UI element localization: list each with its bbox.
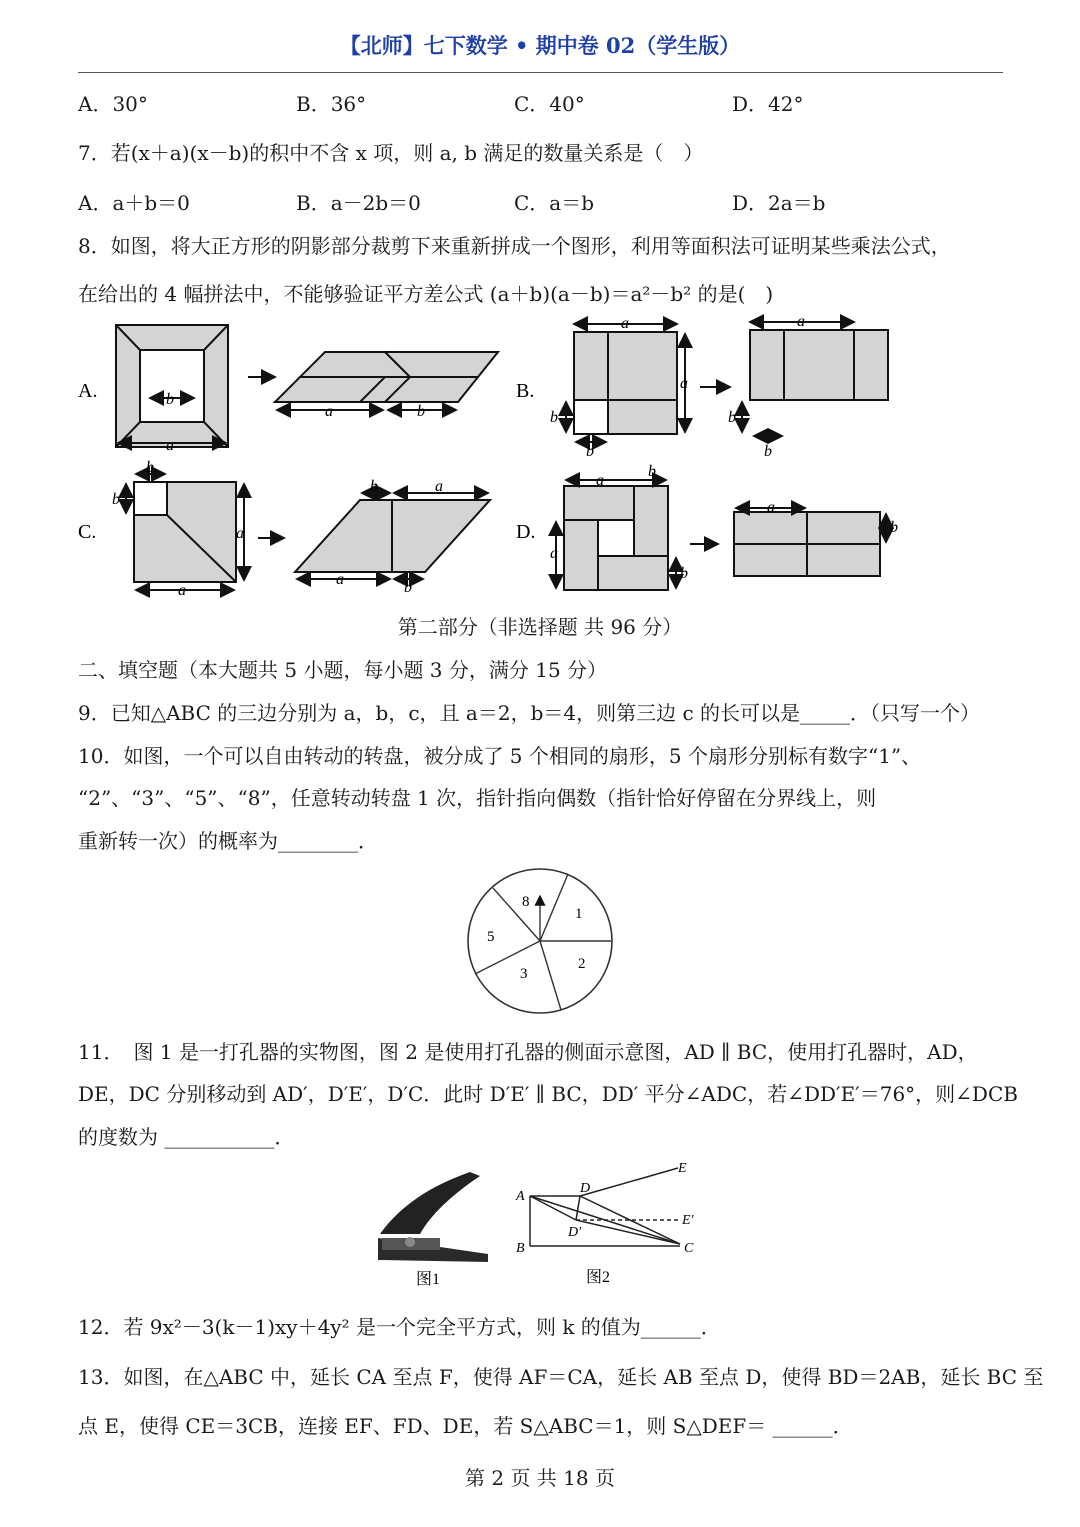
- q11-figure1-hole-punch: [370, 1166, 500, 1290]
- q6-option-a: A．30°: [78, 92, 148, 116]
- page-footer: 第 2 页 共 18 页: [465, 1466, 615, 1490]
- fig2-point-e: E: [678, 1161, 687, 1176]
- q8-c2-dim-a: a: [435, 478, 443, 495]
- q8-c2-dim-a2: a: [336, 571, 344, 588]
- q7-option-d: D．2a＝b: [732, 191, 826, 215]
- q8-line2: 在给出的 4 幅拼法中，不能够验证平方差公式 (a＋b)(a－b)＝a²－b² 的是( ): [78, 282, 774, 306]
- q8-b-dim-a: a: [621, 315, 629, 332]
- q6-option-b: B．36°: [296, 92, 367, 116]
- fig2-point-a: A: [516, 1189, 525, 1204]
- q8-figure-a: [116, 325, 498, 447]
- q8-label-d: D.: [516, 521, 536, 543]
- q8-line1: 8．如图，将大正方形的阴影部分裁剪下来重新拼成一个图形，利用等面积法可证明某些乘法公式，: [78, 234, 951, 258]
- q8-b2-dim-b: b: [728, 409, 736, 426]
- q8-c-dim-a2: a: [178, 582, 186, 599]
- q11-figure2-diagram: [508, 1158, 708, 1290]
- q8-a2-dim-b: b: [417, 403, 425, 420]
- sector-label-3: 3: [520, 966, 528, 982]
- fig2-point-c: C: [684, 1241, 694, 1256]
- q13-line2: 点 E，使得 CE＝3CB，连接 EF、FD、DE，若 S△ABC＝1，则 S△DEF＝ ______．: [78, 1414, 853, 1438]
- q8-c-dim-a: a: [236, 525, 244, 542]
- page-header-title: 【北师】七下数学 • 期中卷 02（学生版）: [339, 33, 741, 58]
- q8-a-dim-a: a: [166, 437, 174, 454]
- fig2-point-b: B: [516, 1241, 525, 1256]
- q8-c2-dim-b: b: [370, 478, 378, 495]
- fig1-caption: 图1: [416, 1271, 441, 1288]
- q11-line3: 的度数为 ___________．: [78, 1125, 295, 1149]
- q11-line1: 11． 图 1 是一打孔器的实物图，图 2 是使用打孔器的侧面示意图，AD ∥ BC，使用打孔器时，AD，: [78, 1040, 978, 1064]
- fig2-point-d: D: [580, 1181, 591, 1196]
- sector-label-5: 5: [487, 929, 495, 945]
- q7-option-b: B．a－2b＝0: [296, 191, 421, 215]
- q8-b-dim-b2: b: [586, 443, 594, 460]
- q10-line3: 重新转一次）的概率为________．: [78, 829, 378, 853]
- q8-b2-dim-a: a: [797, 313, 805, 330]
- q8-figure-b: [566, 322, 888, 442]
- sector-label-1: 1: [575, 906, 583, 922]
- q8-c-dim-b2: b: [112, 491, 120, 508]
- q6-option-c: C．40°: [514, 92, 585, 116]
- q8-d-dim-b: b: [648, 463, 656, 480]
- q8-a2-dim-a: a: [325, 403, 333, 420]
- q8-d-dim-b2: b: [680, 565, 688, 582]
- q8-d-dim-a2: a: [550, 545, 558, 562]
- q8-label-a: A.: [78, 380, 98, 402]
- q7-stem: 7．若(x＋a)(x－b)的积中不含 x 项，则 a, b 满足的数量关系是（ ）: [78, 141, 704, 165]
- section2-heading: 二、填空题（本大题共 5 小题，每小题 3 分，满分 15 分）: [78, 658, 608, 682]
- part2-title: 第二部分（非选择题 共 96 分）: [397, 615, 683, 639]
- q8-c-dim-b: b: [146, 459, 154, 476]
- q7-option-a: A．a＋b＝0: [78, 191, 190, 215]
- q8-label-b: B.: [516, 380, 535, 402]
- q8-c2-dim-b2: b: [404, 579, 412, 596]
- q10-line2: “2”、“3”、“5”、“8”，任意转动转盘 1 次，指针指向偶数（指针恰好停留在分界线上，则: [78, 786, 877, 810]
- q8-b-dim-a2: a: [680, 375, 688, 392]
- q7-option-c: C．a＝b: [514, 191, 595, 215]
- fig2-point-d-prime: D′: [568, 1225, 582, 1240]
- q13-line1: 13．如图，在△ABC 中，延长 CA 至点 F，使得 AF＝CA，延长 AB 至点 D，使得 BD＝2AB，延长 BC 至: [78, 1365, 1044, 1389]
- sector-label-8: 8: [522, 894, 530, 910]
- q10-line1: 10．如图，一个可以自由转动的转盘，被分成了 5 个相同的扇形，5 个扇形分别标有数字“1”、: [78, 744, 922, 768]
- q6-option-d: D．42°: [732, 92, 804, 116]
- q8-b-dim-b: b: [550, 409, 558, 426]
- q8-label-c: C.: [78, 521, 97, 543]
- q8-figures: [70, 310, 950, 600]
- q8-b2-dim-b2: b: [764, 443, 772, 460]
- q8-a-dim-b: b: [166, 391, 174, 408]
- q8-d2-dim-b: b: [890, 519, 898, 536]
- fig2-point-e-prime: E′: [682, 1213, 694, 1228]
- q9-text: 9．已知△ABC 的三边分别为 a，b，c，且 a＝2，b＝4，则第三边 c 的长可以是_____．（只写一个）: [78, 701, 981, 725]
- q12-text: 12．若 9x²－3(k－1)xy＋4y² 是一个完全平方式，则 k 的值为______．: [78, 1315, 721, 1339]
- q8-figure-d: [556, 480, 886, 590]
- q8-d-dim-a: a: [596, 472, 604, 489]
- q8-d2-dim-a: a: [767, 499, 775, 516]
- q10-spinner: [465, 866, 615, 1016]
- sector-label-2: 2: [578, 956, 586, 972]
- header-rule: [78, 72, 1003, 73]
- fig2-caption: 图2: [586, 1269, 611, 1286]
- q11-line2: DE，DC 分别移动到 AD′，D′E′，D′C．此时 D′E′ ∥ BC，DD′ 平分∠ADC，若∠DD′E′＝76°，则∠DCB: [78, 1082, 1018, 1106]
